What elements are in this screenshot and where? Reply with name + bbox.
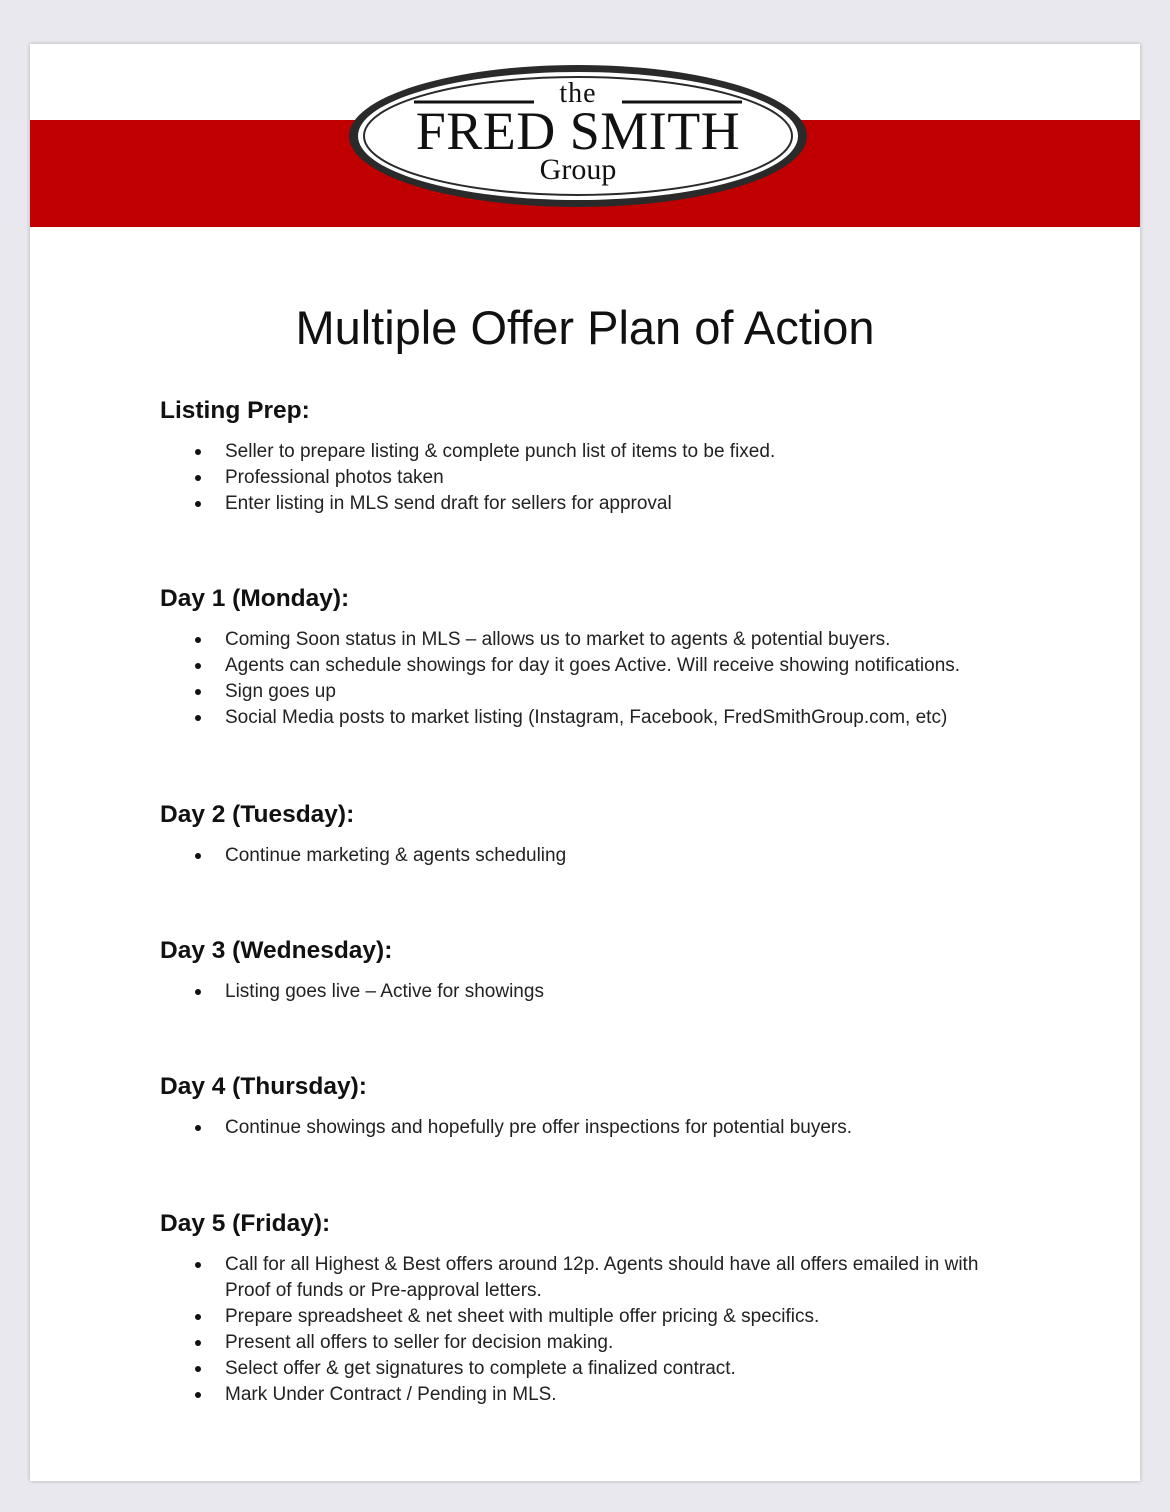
list-item: Listing goes live – Active for showings — [160, 979, 1020, 1005]
list-item: Sign goes up — [160, 679, 1020, 705]
bullet-list — [160, 627, 1020, 731]
bullet-list — [160, 1115, 1020, 1141]
section-day-5 — [160, 1209, 1020, 1408]
list-item: Continue showings and hopefully pre offer inspections for potential buyers. — [160, 1115, 1020, 1141]
section-heading: Day 4 (Thursday): — [160, 1073, 367, 1100]
bullet-list — [160, 1252, 1020, 1408]
logo-text-fred-smith: FRED SMITH — [415, 101, 741, 161]
list-item: Professional photos taken — [160, 465, 1020, 491]
bullet-list — [160, 843, 1020, 869]
document-title: Multiple Offer Plan of Action — [295, 301, 875, 354]
document-page — [30, 44, 1140, 1481]
list-item: Prepare spreadsheet & net sheet with multiple offer pricing & specifics. — [160, 1304, 1020, 1330]
fred-smith-group-logo — [346, 62, 810, 210]
section-heading: Day 5 (Friday): — [160, 1210, 331, 1237]
section-heading: Day 2 (Tuesday): — [160, 801, 355, 828]
section-heading: Day 1 (Monday): — [160, 585, 350, 612]
bullet-list — [160, 979, 1020, 1005]
list-item: Agents can schedule showings for day it goes Active. Will receive showing notifications. — [160, 653, 1020, 679]
section-day-2 — [160, 800, 1020, 869]
bullet-list — [160, 439, 1020, 517]
section-day-3 — [160, 936, 1020, 1005]
logo-text-group: Group — [539, 153, 617, 186]
list-item: Call for all Highest & Best offers around 12p. Agents should have all offers emailed in with Proof of funds or Pre-approval letters. — [160, 1252, 1020, 1304]
section-day-1 — [160, 584, 1020, 731]
logo-text-the: the — [559, 78, 597, 109]
list-item: Social Media posts to market listing (Instagram, Facebook, FredSmithGroup.com, etc) — [160, 705, 1020, 731]
section-heading: Listing Prep: — [160, 397, 310, 424]
section-day-4 — [160, 1072, 1020, 1141]
list-item: Select offer & get signatures to complete a finalized contract. — [160, 1356, 1020, 1382]
list-item: Seller to prepare listing & complete punch list of items to be fixed. — [160, 439, 1020, 465]
section-listing-prep — [160, 396, 1020, 517]
list-item: Mark Under Contract / Pending in MLS. — [160, 1382, 1020, 1408]
list-item: Coming Soon status in MLS – allows us to market to agents & potential buyers. — [160, 627, 1020, 653]
list-item: Present all offers to seller for decision making. — [160, 1330, 1020, 1356]
list-item: Enter listing in MLS send draft for sellers for approval — [160, 491, 1020, 517]
list-item: Continue marketing & agents scheduling — [160, 843, 1020, 869]
section-heading: Day 3 (Wednesday): — [160, 937, 393, 964]
